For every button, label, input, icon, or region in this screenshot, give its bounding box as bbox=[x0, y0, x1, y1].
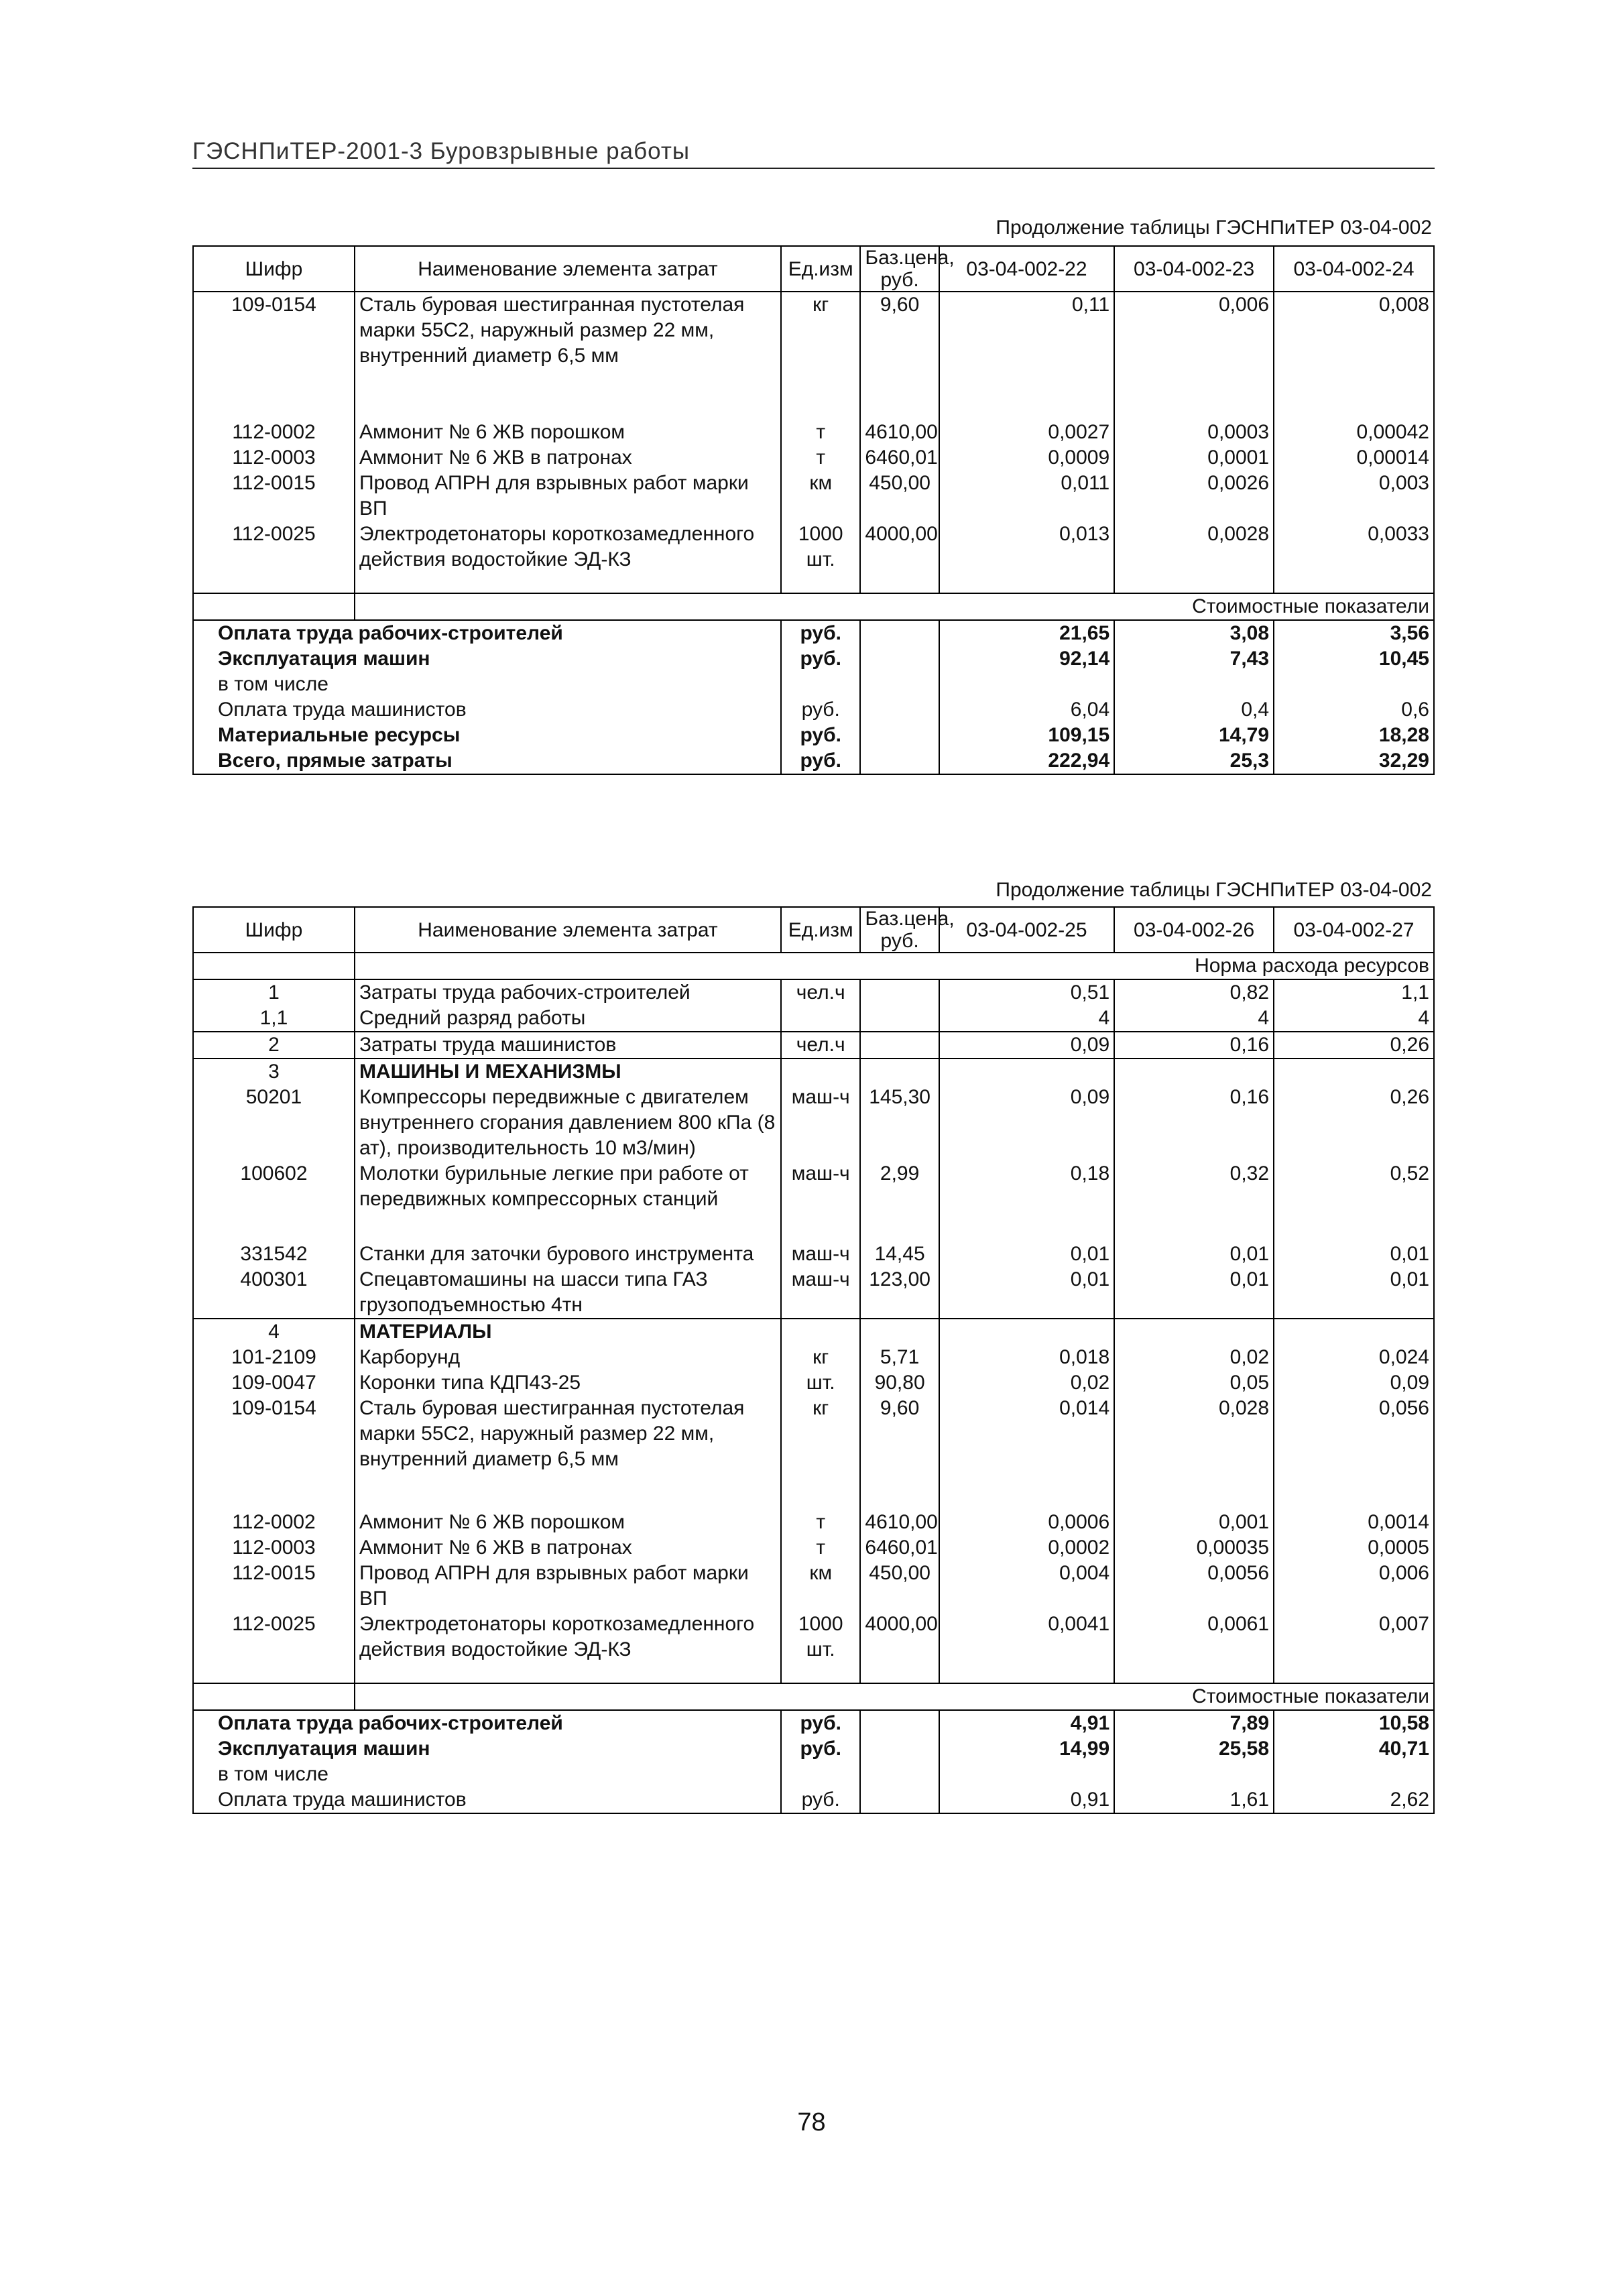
row-value: 0,018 bbox=[939, 1345, 1114, 1370]
spacer-cell bbox=[193, 572, 355, 593]
table-row bbox=[193, 1370, 1434, 1396]
row-name: Сталь буровая шестигранная пустотелая марки 55С2, наружный размер 22 мм, внутренний диаметр 6,5 мм bbox=[355, 292, 781, 420]
row-unit: чел.ч bbox=[781, 1032, 860, 1059]
cost-row bbox=[193, 748, 1434, 774]
table-row bbox=[193, 1612, 1434, 1663]
row-value: 0,09 bbox=[1274, 1370, 1434, 1396]
row-name: Затраты труда рабочих-строителей bbox=[355, 979, 781, 1006]
cost-value bbox=[939, 1762, 1114, 1787]
row-value: 0,0026 bbox=[1114, 471, 1274, 522]
cost-value: 0,4 bbox=[1114, 697, 1274, 723]
row-value: 0,52 bbox=[1274, 1161, 1434, 1242]
cost-price bbox=[860, 1787, 939, 1813]
spacer-cell bbox=[1114, 572, 1274, 593]
row-name: Аммонит № 6 ЖВ в патронах bbox=[355, 445, 781, 471]
header-price: Баз.цена, руб. bbox=[860, 907, 939, 953]
section-spacer bbox=[193, 953, 355, 979]
cost-name: Оплата труда машинистов bbox=[193, 697, 781, 723]
section-label: Норма расхода ресурсов bbox=[355, 953, 1434, 979]
cost-name: в том числе bbox=[193, 672, 781, 697]
row-code: 112-0025 bbox=[193, 1612, 355, 1663]
section-label: Стоимостные показатели bbox=[355, 593, 1434, 620]
row-value: 0,01 bbox=[939, 1267, 1114, 1319]
row-value: 1,1 bbox=[1274, 979, 1434, 1006]
row-code: 112-0015 bbox=[193, 1561, 355, 1612]
row-unit: маш-ч bbox=[781, 1242, 860, 1267]
cost-value: 4,91 bbox=[939, 1710, 1114, 1736]
table-row bbox=[193, 979, 1434, 1006]
row-name: Затраты труда машинистов bbox=[355, 1032, 781, 1059]
cost-value: 40,71 bbox=[1274, 1736, 1434, 1762]
cost-value: 0,91 bbox=[939, 1787, 1114, 1813]
row-price bbox=[860, 979, 939, 1006]
section-spacer bbox=[193, 593, 355, 620]
row-price: 123,00 bbox=[860, 1267, 939, 1319]
row-price: 2,99 bbox=[860, 1161, 939, 1242]
cost-unit: руб. bbox=[781, 748, 860, 774]
group-blank bbox=[1114, 1319, 1274, 1345]
header-code: Шифр bbox=[193, 907, 355, 953]
row-code: 112-0002 bbox=[193, 420, 355, 445]
spacer-cell bbox=[1274, 1663, 1434, 1683]
row-value: 0,01 bbox=[1274, 1267, 1434, 1319]
row-code: 50201 bbox=[193, 1085, 355, 1161]
row-unit: т bbox=[781, 1535, 860, 1561]
cost-unit: руб. bbox=[781, 1787, 860, 1813]
row-value: 0,003 bbox=[1274, 471, 1434, 522]
cost-value: 0,6 bbox=[1274, 697, 1434, 723]
table-row bbox=[193, 1267, 1434, 1319]
row-value: 0,01 bbox=[1114, 1242, 1274, 1267]
norm-section-label bbox=[193, 953, 1434, 979]
row-price: 4000,00 bbox=[860, 1612, 939, 1663]
row-name: Аммонит № 6 ЖВ в патронах bbox=[355, 1535, 781, 1561]
cost-value: 32,29 bbox=[1274, 748, 1434, 774]
row-unit: км bbox=[781, 1561, 860, 1612]
row-code: 331542 bbox=[193, 1242, 355, 1267]
table-row bbox=[193, 1396, 1434, 1510]
section-spacer bbox=[193, 1683, 355, 1710]
row-value: 0,00042 bbox=[1274, 420, 1434, 445]
row-value: 4 bbox=[1274, 1006, 1434, 1032]
row-price: 6460,01 bbox=[860, 1535, 939, 1561]
row-name: Сталь буровая шестигранная пустотелая марки 55С2, наружный размер 22 мм, внутренний диаметр 6,5 мм bbox=[355, 1396, 781, 1510]
row-price: 9,60 bbox=[860, 292, 939, 420]
cost-price bbox=[860, 1762, 939, 1787]
row-value: 0,26 bbox=[1274, 1085, 1434, 1161]
cost-name: Оплата труда рабочих-строителей bbox=[193, 1710, 781, 1736]
row-value: 0,11 bbox=[939, 292, 1114, 420]
row-price: 6460,01 bbox=[860, 445, 939, 471]
header-norm-code: 03-04-002-22 bbox=[939, 246, 1114, 292]
row-code: 109-0047 bbox=[193, 1370, 355, 1396]
table-row bbox=[193, 292, 1434, 420]
row-code: 109-0154 bbox=[193, 1396, 355, 1510]
row-value: 0,02 bbox=[1114, 1345, 1274, 1370]
cost-price bbox=[860, 723, 939, 748]
cost-row bbox=[193, 1762, 1434, 1787]
row-name: Карборунд bbox=[355, 1345, 781, 1370]
header-norm-code: 03-04-002-26 bbox=[1114, 907, 1274, 953]
table-row bbox=[193, 1345, 1434, 1370]
row-value: 0,0002 bbox=[939, 1535, 1114, 1561]
row-value: 0,0009 bbox=[939, 445, 1114, 471]
row-name: Средний разряд работы bbox=[355, 1006, 781, 1032]
cost-value: 92,14 bbox=[939, 646, 1114, 672]
cost-name: Оплата труда машинистов bbox=[193, 1787, 781, 1813]
spacer-cell bbox=[193, 1663, 355, 1683]
table-row bbox=[193, 1561, 1434, 1612]
spacer-cell bbox=[355, 572, 781, 593]
table-row bbox=[193, 1242, 1434, 1267]
resource-table-1 bbox=[192, 245, 1435, 775]
table-caption: Продолжение таблицы ГЭСНПиТЕР 03-04-002 bbox=[996, 879, 1432, 901]
group-blank bbox=[1274, 1059, 1434, 1085]
row-value: 0,007 bbox=[1274, 1612, 1434, 1663]
row-price: 450,00 bbox=[860, 471, 939, 522]
row-code: 101-2109 bbox=[193, 1345, 355, 1370]
group-blank bbox=[939, 1059, 1114, 1085]
cost-value bbox=[939, 672, 1114, 697]
row-value: 0,014 bbox=[939, 1396, 1114, 1510]
row-price: 14,45 bbox=[860, 1242, 939, 1267]
row-value: 0,82 bbox=[1114, 979, 1274, 1006]
row-value: 0,011 bbox=[939, 471, 1114, 522]
row-code: 1 bbox=[193, 979, 355, 1006]
cost-value: 7,43 bbox=[1114, 646, 1274, 672]
row-value: 0,01 bbox=[1114, 1267, 1274, 1319]
row-value: 0,0028 bbox=[1114, 522, 1274, 572]
header-code: Шифр bbox=[193, 246, 355, 292]
cost-value: 109,15 bbox=[939, 723, 1114, 748]
row-value: 4 bbox=[1114, 1006, 1274, 1032]
table-caption: Продолжение таблицы ГЭСНПиТЕР 03-04-002 bbox=[996, 217, 1432, 239]
row-unit: шт. bbox=[781, 1370, 860, 1396]
row-value: 0,0027 bbox=[939, 420, 1114, 445]
row-name: Аммонит № 6 ЖВ порошком bbox=[355, 1510, 781, 1535]
group-code: 4 bbox=[193, 1319, 355, 1345]
row-value: 0,02 bbox=[939, 1370, 1114, 1396]
spacer-cell bbox=[1114, 1663, 1274, 1683]
row-value: 0,09 bbox=[939, 1032, 1114, 1059]
cost-row bbox=[193, 1787, 1434, 1813]
table-row bbox=[193, 445, 1434, 471]
cost-value: 25,58 bbox=[1114, 1736, 1274, 1762]
cost-value: 25,3 bbox=[1114, 748, 1274, 774]
spacer-cell bbox=[939, 572, 1114, 593]
table-row bbox=[193, 420, 1434, 445]
header-norm-code: 03-04-002-27 bbox=[1274, 907, 1434, 953]
row-unit: кг bbox=[781, 292, 860, 420]
cost-value: 3,56 bbox=[1274, 620, 1434, 646]
row-price bbox=[860, 1032, 939, 1059]
table-header-row bbox=[193, 246, 1434, 292]
group-blank bbox=[860, 1319, 939, 1345]
row-value: 0,0006 bbox=[939, 1510, 1114, 1535]
row-value: 0,001 bbox=[1114, 1510, 1274, 1535]
table-row bbox=[193, 1161, 1434, 1242]
group-title: МАШИНЫ И МЕХАНИЗМЫ bbox=[355, 1059, 781, 1085]
spacer-cell bbox=[860, 572, 939, 593]
row-unit: т bbox=[781, 445, 860, 471]
row-value: 0,01 bbox=[1274, 1242, 1434, 1267]
cost-value: 7,89 bbox=[1114, 1710, 1274, 1736]
cost-row bbox=[193, 697, 1434, 723]
cost-name: Оплата труда рабочих-строителей bbox=[193, 620, 781, 646]
cost-value: 1,61 bbox=[1114, 1787, 1274, 1813]
row-name: Спецавтомашины на шасси типа ГАЗ грузоподъемностью 4тн bbox=[355, 1267, 781, 1319]
table-row bbox=[193, 1510, 1434, 1535]
cost-section-label bbox=[193, 1683, 1434, 1710]
group-title: МАТЕРИАЛЫ bbox=[355, 1319, 781, 1345]
cost-row bbox=[193, 1710, 1434, 1736]
row-unit: маш-ч bbox=[781, 1161, 860, 1242]
group-blank bbox=[781, 1059, 860, 1085]
materials-group-title bbox=[193, 1319, 1434, 1345]
row-value: 0,32 bbox=[1114, 1161, 1274, 1242]
cost-unit: руб. bbox=[781, 646, 860, 672]
row-price: 4000,00 bbox=[860, 522, 939, 572]
row-price: 450,00 bbox=[860, 1561, 939, 1612]
spacer-cell bbox=[939, 1663, 1114, 1683]
row-value: 0,01 bbox=[939, 1242, 1114, 1267]
cost-price bbox=[860, 748, 939, 774]
row-unit: чел.ч bbox=[781, 979, 860, 1006]
row-code: 2 bbox=[193, 1032, 355, 1059]
table-row bbox=[193, 1535, 1434, 1561]
row-unit: 1000 шт. bbox=[781, 1612, 860, 1663]
row-value: 0,05 bbox=[1114, 1370, 1274, 1396]
row-value: 0,0061 bbox=[1114, 1612, 1274, 1663]
row-code: 112-0015 bbox=[193, 471, 355, 522]
cost-value bbox=[1114, 672, 1274, 697]
cost-value: 14,99 bbox=[939, 1736, 1114, 1762]
row-name: Электродетонаторы короткозамедленного действия водостойкие ЭД-КЗ bbox=[355, 1612, 781, 1663]
resource-table-2 bbox=[192, 906, 1435, 1814]
row-value: 0,16 bbox=[1114, 1032, 1274, 1059]
row-spacer bbox=[193, 1663, 1434, 1683]
spacer-cell bbox=[355, 1663, 781, 1683]
cost-price bbox=[860, 646, 939, 672]
row-value: 0,008 bbox=[1274, 292, 1434, 420]
header-price: Баз.цена, руб. bbox=[860, 246, 939, 292]
cost-price bbox=[860, 672, 939, 697]
row-unit: маш-ч bbox=[781, 1267, 860, 1319]
row-value: 0,0041 bbox=[939, 1612, 1114, 1663]
cost-row bbox=[193, 1736, 1434, 1762]
group-code: 3 bbox=[193, 1059, 355, 1085]
row-name: Аммонит № 6 ЖВ порошком bbox=[355, 420, 781, 445]
cost-value: 2,62 bbox=[1274, 1787, 1434, 1813]
row-value: 0,006 bbox=[1114, 292, 1274, 420]
spacer-cell bbox=[860, 1663, 939, 1683]
cost-price bbox=[860, 1736, 939, 1762]
row-price: 4610,00 bbox=[860, 420, 939, 445]
header-norm-code: 03-04-002-25 bbox=[939, 907, 1114, 953]
cost-value bbox=[1114, 1762, 1274, 1787]
page-number: 78 bbox=[797, 2108, 826, 2136]
cost-unit: руб. bbox=[781, 620, 860, 646]
cost-unit bbox=[781, 672, 860, 697]
row-value: 0,024 bbox=[1274, 1345, 1434, 1370]
cost-row bbox=[193, 672, 1434, 697]
row-unit: т bbox=[781, 1510, 860, 1535]
row-value: 0,0033 bbox=[1274, 522, 1434, 572]
row-unit: маш-ч bbox=[781, 1085, 860, 1161]
table-row bbox=[193, 522, 1434, 572]
row-code: 100602 bbox=[193, 1161, 355, 1242]
row-name: Коронки типа КДП43-25 bbox=[355, 1370, 781, 1396]
row-value: 0,18 bbox=[939, 1161, 1114, 1242]
row-unit: т bbox=[781, 420, 860, 445]
cost-value: 10,58 bbox=[1274, 1710, 1434, 1736]
group-blank bbox=[1274, 1319, 1434, 1345]
cost-value: 3,08 bbox=[1114, 620, 1274, 646]
row-name: Провод АПРН для взрывных работ марки ВП bbox=[355, 471, 781, 522]
row-value: 0,0014 bbox=[1274, 1510, 1434, 1535]
row-unit: кг bbox=[781, 1345, 860, 1370]
row-name: Компрессоры передвижные с двигателем внутреннего сгорания давлением 800 кПа (8 ат), производительность 10 м3/мин) bbox=[355, 1085, 781, 1161]
cost-price bbox=[860, 1710, 939, 1736]
row-unit: 1000 шт. bbox=[781, 522, 860, 572]
row-code: 112-0002 bbox=[193, 1510, 355, 1535]
group-blank bbox=[1114, 1059, 1274, 1085]
cost-name: в том числе bbox=[193, 1762, 781, 1787]
row-name: Электродетонаторы короткозамедленного действия водостойкие ЭД-КЗ bbox=[355, 522, 781, 572]
machines-group-title bbox=[193, 1059, 1434, 1085]
cost-row bbox=[193, 620, 1434, 646]
cost-name: Всего, прямые затраты bbox=[193, 748, 781, 774]
row-value: 0,09 bbox=[939, 1085, 1114, 1161]
group-blank bbox=[939, 1319, 1114, 1345]
cost-name: Эксплуатация машин bbox=[193, 1736, 781, 1762]
row-value: 0,51 bbox=[939, 979, 1114, 1006]
cost-section-label bbox=[193, 593, 1434, 620]
cost-unit: руб. bbox=[781, 1710, 860, 1736]
row-value: 0,26 bbox=[1274, 1032, 1434, 1059]
row-value: 0,0005 bbox=[1274, 1535, 1434, 1561]
row-code: 112-0003 bbox=[193, 1535, 355, 1561]
row-price: 4610,00 bbox=[860, 1510, 939, 1535]
cost-value: 14,79 bbox=[1114, 723, 1274, 748]
cost-unit: руб. bbox=[781, 1736, 860, 1762]
row-unit: кг bbox=[781, 1396, 860, 1510]
row-value: 0,16 bbox=[1114, 1085, 1274, 1161]
table-row bbox=[193, 1006, 1434, 1032]
row-code: 400301 bbox=[193, 1267, 355, 1319]
header-norm-code: 03-04-002-24 bbox=[1274, 246, 1434, 292]
cost-value bbox=[1274, 1762, 1434, 1787]
row-value: 0,028 bbox=[1114, 1396, 1274, 1510]
row-value: 0,00035 bbox=[1114, 1535, 1274, 1561]
row-name: Станки для заточки бурового инструмента bbox=[355, 1242, 781, 1267]
row-unit: км bbox=[781, 471, 860, 522]
row-name: Провод АПРН для взрывных работ марки ВП bbox=[355, 1561, 781, 1612]
row-value: 0,0001 bbox=[1114, 445, 1274, 471]
row-code: 109-0154 bbox=[193, 292, 355, 420]
table-row bbox=[193, 471, 1434, 522]
cost-unit: руб. bbox=[781, 723, 860, 748]
header-unit: Ед.изм bbox=[781, 907, 860, 953]
row-value: 0,056 bbox=[1274, 1396, 1434, 1510]
cost-price bbox=[860, 620, 939, 646]
cost-name: Эксплуатация машин bbox=[193, 646, 781, 672]
cost-row bbox=[193, 646, 1434, 672]
cost-value: 6,04 bbox=[939, 697, 1114, 723]
row-value: 4 bbox=[939, 1006, 1114, 1032]
row-spacer bbox=[193, 572, 1434, 593]
cost-value: 21,65 bbox=[939, 620, 1114, 646]
header-name: Наименование элемента затрат bbox=[355, 907, 781, 953]
table-header-row bbox=[193, 907, 1434, 953]
row-price bbox=[860, 1006, 939, 1032]
spacer-cell bbox=[1274, 572, 1434, 593]
cost-unit bbox=[781, 1762, 860, 1787]
table-row bbox=[193, 1085, 1434, 1161]
row-code: 112-0025 bbox=[193, 522, 355, 572]
cost-price bbox=[860, 697, 939, 723]
row-value: 0,00014 bbox=[1274, 445, 1434, 471]
cost-value: 222,94 bbox=[939, 748, 1114, 774]
cost-row bbox=[193, 723, 1434, 748]
row-code: 1,1 bbox=[193, 1006, 355, 1032]
row-price: 90,80 bbox=[860, 1370, 939, 1396]
cost-value: 10,45 bbox=[1274, 646, 1434, 672]
row-value: 0,013 bbox=[939, 522, 1114, 572]
page-header: ГЭСНПиТЕР-2001-3 Буровзрывные работы bbox=[192, 137, 1435, 169]
row-value: 0,004 bbox=[939, 1561, 1114, 1612]
group-blank bbox=[860, 1059, 939, 1085]
spacer-cell bbox=[781, 572, 860, 593]
table-row bbox=[193, 1032, 1434, 1059]
cost-name: Материальные ресурсы bbox=[193, 723, 781, 748]
row-name: Молотки бурильные легкие при работе от передвижных компрессорных станций bbox=[355, 1161, 781, 1242]
row-price: 145,30 bbox=[860, 1085, 939, 1161]
spacer-cell bbox=[781, 1663, 860, 1683]
row-price: 5,71 bbox=[860, 1345, 939, 1370]
row-unit bbox=[781, 1006, 860, 1032]
row-value: 0,0056 bbox=[1114, 1561, 1274, 1612]
cost-value bbox=[1274, 672, 1434, 697]
row-code: 112-0003 bbox=[193, 445, 355, 471]
cost-value: 18,28 bbox=[1274, 723, 1434, 748]
row-value: 0,0003 bbox=[1114, 420, 1274, 445]
header-unit: Ед.изм bbox=[781, 246, 860, 292]
group-blank bbox=[781, 1319, 860, 1345]
section-label: Стоимостные показатели bbox=[355, 1683, 1434, 1710]
row-price: 9,60 bbox=[860, 1396, 939, 1510]
cost-unit: руб. bbox=[781, 697, 860, 723]
header-norm-code: 03-04-002-23 bbox=[1114, 246, 1274, 292]
header-name: Наименование элемента затрат bbox=[355, 246, 781, 292]
row-value: 0,006 bbox=[1274, 1561, 1434, 1612]
